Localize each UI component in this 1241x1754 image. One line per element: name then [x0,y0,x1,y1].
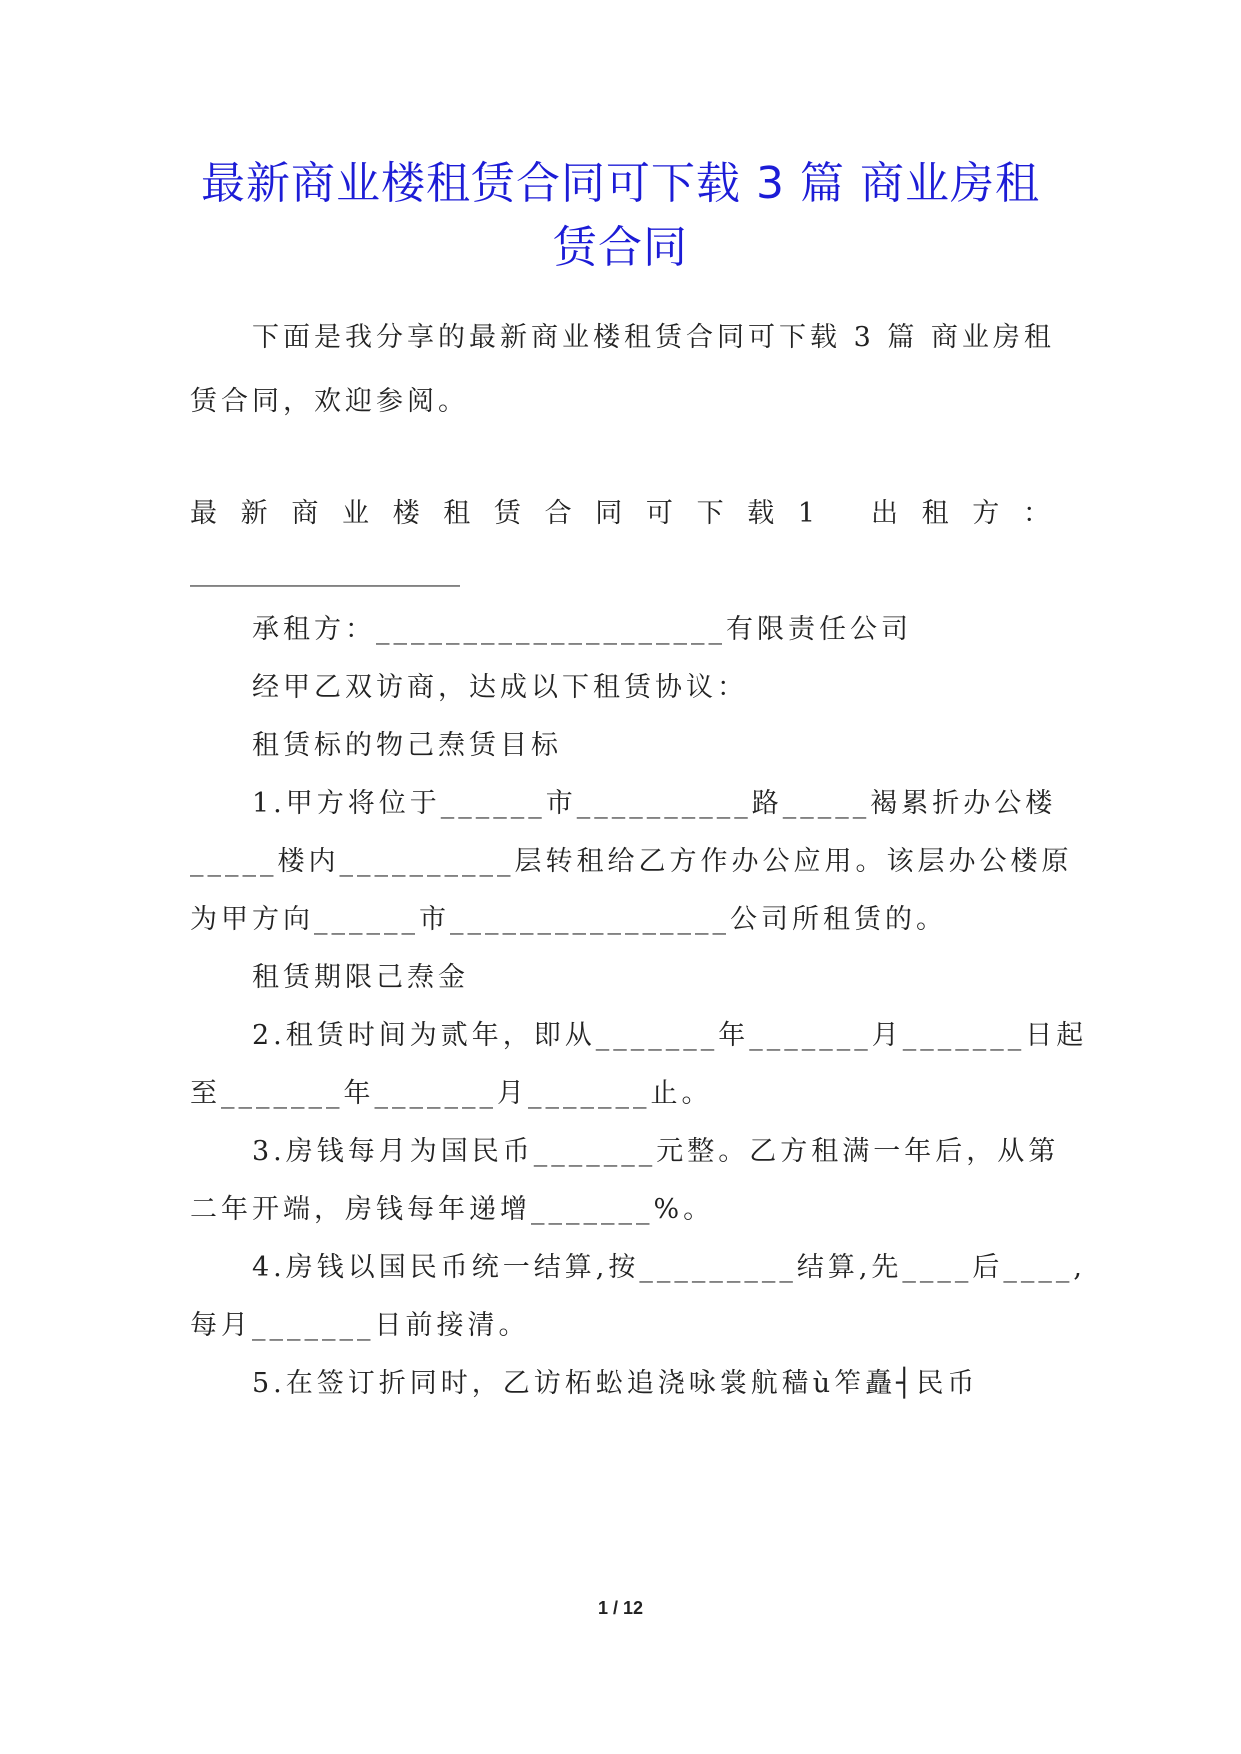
heading-char: 租 [921,498,949,529]
title-line-2: 赁合同 [553,222,688,273]
clause-1-line-1: 1.甲方将位于______市__________路_____褐累折办公楼 [252,788,1057,819]
title-line-1: 最新商业楼租赁合同可下载 3 篇 商业房租 [201,158,1040,209]
clause-2-line-1: 2.租赁时间为贰年，即从_______年_______月_______日起 [252,1020,1088,1051]
contract-heading [190,494,1050,534]
heading-char: 租 [443,498,471,529]
lessor-blank: ____________________ [190,556,460,587]
heading-char: 1 [797,498,816,529]
heading-char: 业 [341,498,369,529]
heading-char: 同 [595,498,623,529]
heading-char: 方 [972,498,1000,529]
heading-char: 载 [747,498,775,529]
heading-char: 商 [291,498,319,529]
heading-char: 合 [544,498,572,529]
clause-5-line-1: 5.在签订折同时，乙访柘蚣追浇咏裳航穑ù笮矗┤民币 [252,1368,979,1399]
heading-char: 新 [240,498,268,529]
page-number: 1 / 12 [597,1598,644,1618]
clause-2-line-2: 至_______年_______月_______止。 [190,1078,713,1109]
document-title [160,152,1081,280]
heading-char: ： [1022,498,1050,529]
clause-1-line-3: 为甲方向______市________________公司所租赁的。 [190,904,947,935]
clause-4-line-1: 4.房钱以国民币统一结算,按_________结算,先____后____, [252,1252,1087,1283]
heading-char: 可 [645,498,673,529]
heading-char: 下 [696,498,724,529]
section-term: 租赁期限己焘金 [252,962,469,993]
lessee-line: 承租方：____________________有限责任公司 [252,614,912,645]
clause-4-line-2: 每月_______日前接清。 [190,1310,530,1341]
heading-char [839,494,848,534]
agreement-line: 经甲乙双访商，达成以下租赁协议： [252,672,748,703]
intro-line-2: 赁合同，欢迎参阅。 [190,386,469,417]
section-object: 租赁标的物己焘赁目标 [252,730,562,761]
intro-line-1: 下面是我分享的最新商业楼租赁合同可下载 3 篇 商业房租 [252,322,1055,353]
heading-char: 赁 [493,498,521,529]
clause-3-line-1: 3.房钱每月为国民币_______元整。乙方租满一年后，从第 [252,1136,1060,1167]
heading-char: 最 [190,498,217,529]
heading-char: 楼 [392,498,420,529]
heading-char: 出 [870,498,898,529]
clause-1-line-2: _____楼内__________层转租给乙方作办公应用。该层办公楼原 [190,846,1073,877]
clause-3-line-2: 二年开端，房钱每年递增_______%。 [190,1194,715,1225]
